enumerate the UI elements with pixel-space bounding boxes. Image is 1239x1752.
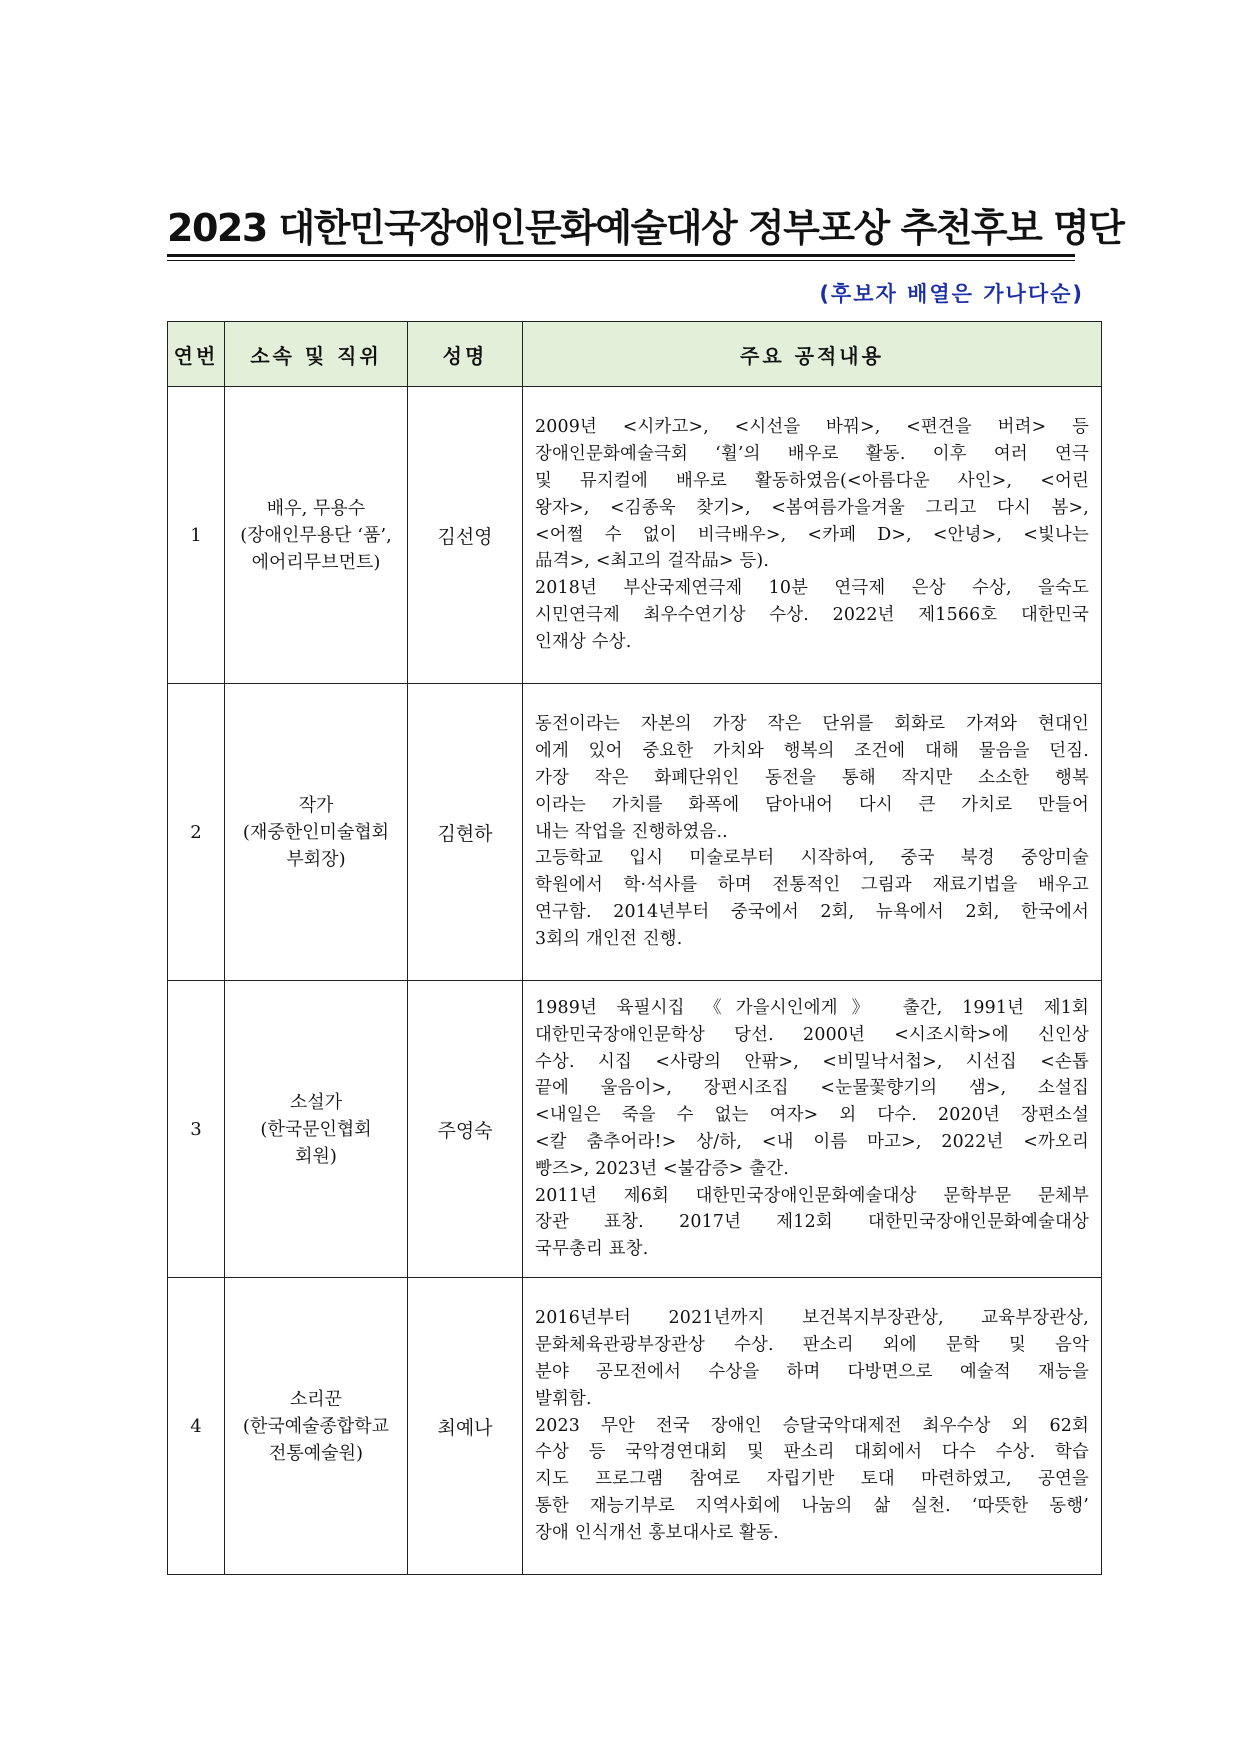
table-row: [168, 387, 1102, 684]
row-name: 최예나: [408, 1278, 523, 1575]
achievement-line: 분야 공모전에서 수상을 하며 다방면으로 예술적 재능을: [535, 1362, 1089, 1382]
affiliation-line: (재중한인미술협회: [242, 821, 390, 843]
row-name: 주영숙: [408, 981, 523, 1278]
achievement-line: 1989년 육필시집 《가을시인에게》 출간, 1991년 제1회: [535, 998, 1089, 1019]
achievement-line: 이라는 가치를 화폭에 담아내어 다시 큰 가치로 만들어: [535, 794, 1089, 815]
achievement-line: 장애 인식개선 홍보대사로 활동.: [535, 1522, 779, 1543]
row-number: 2: [168, 684, 225, 981]
row-name: 김선영: [408, 387, 523, 684]
achievement-line: 통한 재능기부로 지역사회에 나눔의 삶 실천. ‘따뜻한 동행’: [535, 1495, 1089, 1516]
row-number: 4: [168, 1278, 225, 1575]
achievement-line: 국무총리 표창.: [535, 1239, 649, 1260]
row-affiliation: [225, 981, 408, 1278]
row-number: 1: [168, 387, 225, 684]
achievement-line: 品격>, <최고의 걸작品> 등).: [535, 551, 770, 572]
achievement-line: 문화체육관광부장관상 수상. 판소리 외에 문학 및 음악: [535, 1335, 1089, 1356]
row-achievements: [523, 981, 1102, 1278]
header-name: 성명: [408, 322, 523, 387]
achievement-line: 2023 무안 전국 장애인 승달국악대제전 최우수상 외 62회: [535, 1415, 1089, 1436]
affiliation-line: (장애인무용단 ‘품’,: [240, 524, 392, 546]
achievement-line: 시민연극제 최우수연기상 수상. 2022년 제1566호 대한민국: [535, 604, 1089, 625]
achievement-line: 연구함. 2014년부터 중국에서 2회, 뉴욕에서 2회, 한국에서: [535, 901, 1089, 922]
title-underline: [167, 254, 1075, 257]
table-header-row: [168, 322, 1102, 387]
achievement-line: 끝에 울음이>, 장편시조집 <눈물꽃향기의 샘>, 소설집: [535, 1078, 1089, 1099]
affiliation-line: 회원): [295, 1145, 337, 1167]
affiliation-line: 부회장): [286, 848, 346, 870]
achievement-line: 장관 표창. 2017년 제12회 대한민국장애인문화예술대상: [535, 1212, 1089, 1233]
achievement-line: 수상 등 국악경연대회 및 판소리 대회에서 다수 수상. 학습: [535, 1442, 1089, 1463]
row-achievements: [523, 387, 1102, 684]
header-number: 연번: [168, 322, 225, 387]
achievement-line: 수상. 시집 <사랑의 안팎>, <비밀낙서첩>, 시선집 <손톱: [535, 1051, 1089, 1072]
achievement-line: 2009년 <시카고>, <시선을 바꿔>, <편견을 버려> 등: [535, 417, 1089, 438]
achievement-line: 2016년부터 2021년까지 보건복지부장관상, 교육부장관상,: [535, 1308, 1089, 1329]
achievement-line: 2011년 제6회 대한민국장애인문화예술대상 문학부문 문체부: [535, 1185, 1089, 1206]
affiliation-line: 작가: [298, 794, 334, 816]
achievement-line: 가장 작은 화폐단위인 동전을 통해 작지만 소소한 행복: [535, 768, 1089, 788]
achievement-line: 고등학교 입시 미술로부터 시작하여, 중국 북경 중앙미술: [535, 848, 1089, 869]
header-affiliation: 소속 및 직위: [225, 322, 408, 387]
affiliation-line: (한국문인협회: [260, 1118, 372, 1140]
achievement-line: 발휘함.: [535, 1388, 592, 1409]
title-underline-thin: [167, 260, 1075, 261]
achievement-line: 에게 있어 중요한 가치와 행복의 조건에 대해 물음을 던짐.: [535, 741, 1089, 762]
affiliation-line: 배우, 무용수: [266, 497, 366, 519]
achievement-line: 2018년 부산국제연극제 10분 연극제 은상 수상, 을숙도: [535, 578, 1089, 599]
achievement-line: 장애인문화예술극회 ‘휠’의 배우로 활동. 이후 여러 연극: [535, 444, 1089, 465]
table-row: [168, 684, 1102, 981]
achievement-line: 학원에서 학·석사를 하며 전통적인 그림과 재료기법을 배우고: [535, 875, 1089, 896]
order-note: (후보자 배열은 가나다순): [819, 282, 1084, 306]
achievement-line: 왕자>, <김종욱 찾기>, <봄여름가을겨울 그리고 다시 봄>,: [535, 497, 1089, 518]
achievement-line: 빵즈>, 2023년 <불감증> 출간.: [535, 1158, 790, 1179]
row-name: 김현하: [408, 684, 523, 981]
nominee-table: [167, 321, 1102, 1575]
achievement-line: <어쩔 수 없이 비극배우>, <카페 D>, <안녕>, <빛나는: [535, 524, 1089, 545]
achievement-line: <내일은 죽을 수 없는 여자> 외 다수. 2020년 장편소설: [535, 1105, 1089, 1126]
achievement-line: 인재상 수상.: [535, 631, 632, 652]
affiliation-line: 전통예술원): [269, 1442, 363, 1464]
achievement-line: 대한민국장애인문학상 당선. 2000년 <시조시학>에 신인상: [535, 1024, 1089, 1045]
row-affiliation: [225, 684, 408, 981]
row-number: 3: [168, 981, 225, 1278]
achievement-line: <칼 춤추어라!> 상/하, <내 이름 마고>, 2022년 <까오리: [535, 1132, 1089, 1152]
affiliation-line: 에어리무브먼트): [251, 551, 381, 573]
affiliation-line: (한국예술종합학교: [242, 1415, 390, 1437]
achievement-line: 및 뮤지컬에 배우로 활동하였음(<아름다운 사인>, <어린: [535, 471, 1089, 491]
row-achievements: [523, 684, 1102, 981]
row-affiliation: [225, 1278, 408, 1575]
affiliation-line: 소설가: [289, 1091, 343, 1113]
header-achievements: 주요 공적내용: [523, 322, 1102, 387]
table-row: [168, 1278, 1102, 1575]
affiliation-line: 소리꾼: [289, 1388, 343, 1410]
row-achievements: [523, 1278, 1102, 1575]
row-affiliation: [225, 387, 408, 684]
page-title: 2023 대한민국장애인문화예술대상 정부포상 추천후보 명단: [167, 206, 1124, 250]
table-row: [168, 981, 1102, 1278]
achievement-line: 지도 프로그램 참여로 자립기반 토대 마련하였고, 공연을: [535, 1469, 1089, 1490]
achievement-line: 동전이라는 자본의 가장 작은 단위를 회화로 가져와 현대인: [535, 714, 1089, 735]
achievement-line: 내는 작업을 진행하였음..: [535, 821, 728, 842]
achievement-line: 3회의 개인전 진행.: [535, 928, 683, 949]
